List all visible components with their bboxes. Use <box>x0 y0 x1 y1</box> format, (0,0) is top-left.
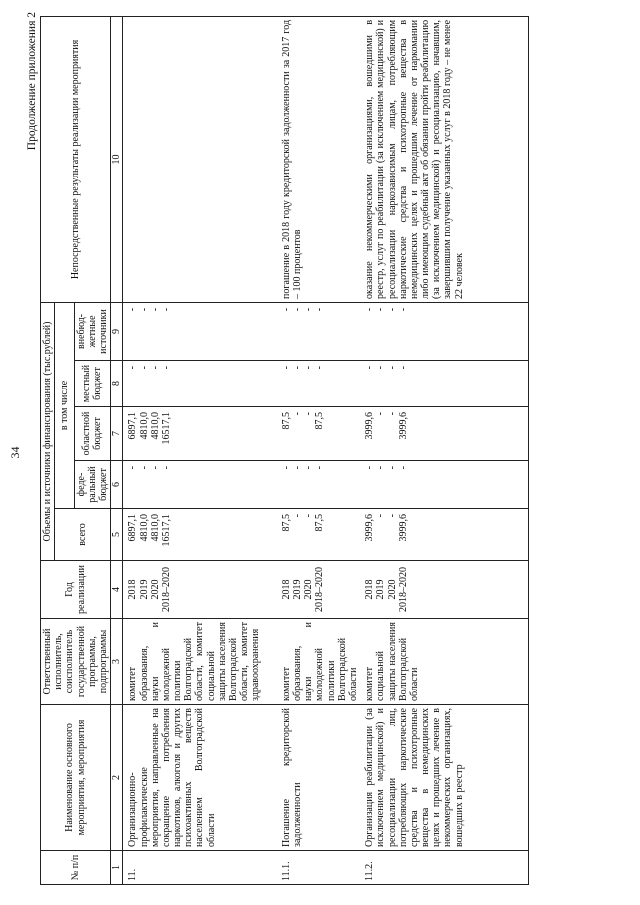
header-extra: внебюд-жетные источники <box>74 302 111 360</box>
row-total <box>360 509 528 561</box>
amount-value: - <box>292 307 303 312</box>
year-value: 2018–2020 <box>314 567 326 612</box>
column-index: 5 <box>111 509 123 561</box>
amount-value: 4810,0 <box>138 412 150 440</box>
amount-value: - <box>314 307 326 312</box>
header-executor: Ответственный исполнитель, соисполнитель государственной программы, подпрограммы <box>41 619 111 705</box>
row-result <box>123 16 277 302</box>
row-regional <box>277 407 360 461</box>
amount-value: - <box>303 307 315 312</box>
year-value: 2018 <box>127 579 139 600</box>
amount-value: - <box>364 307 376 312</box>
row-regional <box>360 407 528 461</box>
column-index: 8 <box>111 361 123 407</box>
amount-value: - <box>375 514 387 518</box>
row-total <box>277 509 360 561</box>
row-local <box>360 361 528 407</box>
amount-value: - <box>149 307 161 312</box>
table-row <box>123 16 277 884</box>
amount-value: - <box>138 366 150 370</box>
table-row <box>360 16 528 884</box>
amount-value: - <box>303 466 315 470</box>
amount-value: - <box>303 514 315 518</box>
row-federal <box>360 461 528 509</box>
amount-value: - <box>375 366 387 370</box>
row-name: Погашение кредиторской задолженности <box>277 705 360 851</box>
row-number: 11.1. <box>277 851 360 885</box>
amount-value: 16517,1 <box>160 412 172 445</box>
amount-value: - <box>127 366 139 370</box>
year-value: 2020 <box>386 579 398 600</box>
amount-value: 87,5 <box>314 514 326 532</box>
amount-value: - <box>149 466 161 470</box>
page-number: 34 <box>8 446 22 459</box>
row-result: оказание некоммерческими организациями, вошедшими в реестр, услуг по реабилитации (за исключением медицинской) и ресоциализации наркозависимым лицам, потребляющим наркотические средства и психотропные вещества в немедицинских целях и прошедшим лечение от наркомании либо имеющим судебный акт об обязании пройти реабилитацию (за исключением медицинской) и ресоциализацию, начавшим, завершившим получение указанных услуг в 2018 году – не менее 22 человек <box>360 16 528 302</box>
amount-value: - <box>149 366 161 370</box>
row-name: Организация реабилитации (за исключением медицинской) и ресоциализации лиц, потребляющих наркотические средства и психотропные вещества в немедицинских целях и прошедших лечение в некоммерческих организациях, вошедших в реестр <box>360 705 528 851</box>
amount-value: - <box>375 466 387 470</box>
column-index: 2 <box>111 705 123 851</box>
amount-value: - <box>292 514 303 518</box>
year-value: 2020 <box>303 579 315 600</box>
year-value: 2019 <box>375 579 387 600</box>
row-name: Организационно-профилактические мероприятия, направленные на сокращение потребления наркотиков, алкоголя и других психоактивных веществ населением Волгоградской области <box>123 705 277 851</box>
amount-value: 3999,6 <box>397 514 409 542</box>
year-value: 2019 <box>138 579 150 600</box>
amount-value: 3999,6 <box>364 514 376 542</box>
amount-value: - <box>160 466 172 470</box>
header-name: Наименование основного мероприятия, мероприятия <box>41 705 111 851</box>
amount-value: - <box>386 366 398 370</box>
amount-value: 16517,1 <box>160 514 172 547</box>
amount-value: - <box>397 466 409 470</box>
amount-value: - <box>138 307 150 312</box>
row-local <box>123 361 277 407</box>
row-local <box>277 361 360 407</box>
row-number: 11.2. <box>360 851 528 885</box>
amount-value: - <box>280 307 292 312</box>
amount-value: - <box>364 366 376 370</box>
row-federal <box>123 461 277 509</box>
header-local: местный бюджет <box>74 361 111 407</box>
amount-value: 4810,0 <box>138 514 150 542</box>
header-federal: феде-ральный бюджет <box>74 461 111 509</box>
row-extra <box>277 302 360 360</box>
column-index: 4 <box>111 561 123 619</box>
amount-value: - <box>160 307 172 312</box>
amount-value: 6897,1 <box>127 514 139 542</box>
amount-value: - <box>292 412 303 416</box>
row-executor: комитет образования, науки и молодежной политики Волгоградской области, комитет социальной защиты населения Волгоградской области, комитет здравоохранения <box>123 619 277 705</box>
row-extra <box>123 302 277 360</box>
amount-value: 3999,6 <box>364 412 376 440</box>
amount-value: - <box>397 366 409 370</box>
amount-value: 4810,0 <box>149 412 161 440</box>
amount-value: - <box>127 307 139 312</box>
amount-value: - <box>303 412 315 416</box>
row-extra <box>360 302 528 360</box>
amount-value: - <box>292 366 303 370</box>
amount-value: - <box>138 466 150 470</box>
row-years <box>360 561 528 619</box>
amount-value: - <box>386 466 398 470</box>
amount-value: - <box>127 466 139 470</box>
year-value: 2018 <box>280 579 292 600</box>
year-value: 2018–2020 <box>160 567 172 612</box>
amount-value: 87,5 <box>314 412 326 430</box>
year-value: 2020 <box>149 579 161 600</box>
header-including: в том числе <box>55 302 74 508</box>
amount-value: 3999,6 <box>397 412 409 440</box>
amount-value: - <box>375 307 387 312</box>
year-value: 2019 <box>292 579 303 600</box>
row-regional <box>123 407 277 461</box>
header-funding: Объемы и источники финансирования (тыс.рублей) <box>41 302 55 560</box>
amount-value: 6897,1 <box>127 412 139 440</box>
column-index: 7 <box>111 407 123 461</box>
column-index: 3 <box>111 619 123 705</box>
amount-value: - <box>364 466 376 470</box>
row-years <box>277 561 360 619</box>
amount-value: 4810,0 <box>149 514 161 542</box>
amount-value: - <box>160 366 172 370</box>
row-executor: комитет образования, науки и молодежной политики Волгоградской области <box>277 619 360 705</box>
amount-value: - <box>314 366 326 370</box>
year-value: 2018 <box>364 579 376 600</box>
row-years <box>123 561 277 619</box>
header-total: всего <box>55 509 111 561</box>
row-executor: комитет социальной защиты населения Волгоградской области <box>360 619 528 705</box>
row-federal <box>277 461 360 509</box>
amount-value: 87,5 <box>280 514 292 532</box>
table-row <box>277 16 360 884</box>
amount-value: - <box>397 307 409 312</box>
amount-value: - <box>386 514 398 518</box>
column-index: 10 <box>111 16 123 302</box>
amount-value: - <box>386 307 398 312</box>
column-index: 6 <box>111 461 123 509</box>
amount-value: - <box>375 412 387 416</box>
column-index: 1 <box>111 851 123 885</box>
header-number: № п/п <box>41 851 111 885</box>
header-regional: областной бюджет <box>74 407 111 461</box>
amount-value: - <box>280 466 292 470</box>
year-value: 2018–2020 <box>397 567 409 612</box>
row-total <box>123 509 277 561</box>
amount-value: - <box>303 366 315 370</box>
funding-table <box>40 16 529 885</box>
amount-value: 87,5 <box>280 412 292 430</box>
amount-value: - <box>292 466 303 470</box>
header-year: Год реализации <box>41 561 111 619</box>
header-result: Непосредственные результаты реализации мероприятия <box>41 16 111 302</box>
row-result: погашение в 2018 году кредиторской задолженности за 2017 год – 100 процентов <box>277 16 360 302</box>
amount-value: - <box>314 466 326 470</box>
row-number: 11. <box>123 851 277 885</box>
amount-value: - <box>386 412 398 416</box>
amount-value: - <box>280 366 292 370</box>
column-index: 9 <box>111 302 123 360</box>
continuation-label: Продолжение приложения 2 <box>26 12 38 151</box>
